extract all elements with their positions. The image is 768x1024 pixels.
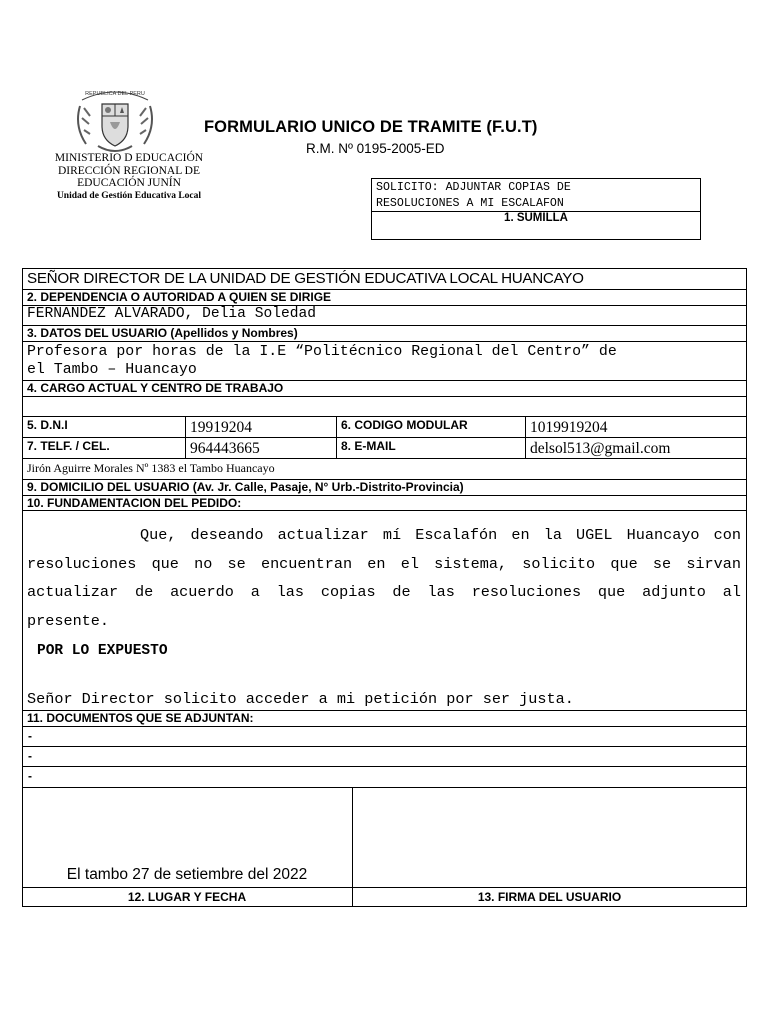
email-value: delsol513@gmail.com [530, 440, 671, 457]
divider [22, 510, 747, 511]
phone-value: 964443665 [190, 440, 260, 457]
signature-area [353, 788, 746, 886]
divider [185, 416, 186, 458]
position-line-2: el Tambo – Huancayo [27, 362, 197, 378]
divider [525, 416, 526, 458]
modular-code-value: 1019919204 [530, 419, 608, 436]
email-label: 8. E-MAIL [341, 439, 396, 453]
divider [336, 416, 337, 458]
sumilla-line-1: SOLICITO: ADJUNTAR COPIAS DE [376, 181, 571, 194]
sumilla-line-2: RESOLUCIONES A MI ESCALAFON [376, 196, 564, 210]
section-13-label: 13. FIRMA DEL USUARIO [477, 890, 622, 904]
section-3-label: 3. DATOS DEL USUARIO (Apellidos y Nombres) [27, 326, 298, 340]
justification-text: Que, deseando actualizar mí Escalafón en la UGEL Huancayo con resoluciones que no se encuentran en el sistema, solicito que se sirvan actualizar de acuerdo a las copias de las resoluciones que adjunto al presente. [27, 526, 751, 631]
user-name-value: FERNANDEZ ALVARADO, Delia Soledad [27, 306, 317, 322]
form-subtitle: R.M. Nº 0195-2005-ED [306, 141, 445, 156]
addressee-text: SEÑOR DIRECTOR DE LA UNIDAD DE GESTIÓN EDUCATIVA LOCAL HUANCAYO [27, 270, 584, 287]
modular-code-label: 6. CODIGO MODULAR [341, 418, 468, 432]
document-item: - [28, 749, 32, 763]
divider [22, 416, 747, 417]
expuesto-text: POR LO EXPUESTO [37, 643, 168, 659]
sumilla-label: 1. SUMILLA [504, 212, 568, 224]
section-4-label: 4. CARGO ACTUAL Y CENTRO DE TRABAJO [27, 381, 284, 395]
section-2-label: 2. DEPENDENCIA O AUTORIDAD A QUIEN SE DIRIGE [27, 290, 332, 304]
position-value [27, 343, 617, 379]
form-title: FORMULARIO UNICO DE TRAMITE (F.U.T) [204, 118, 538, 136]
dni-label: 5. D.N.I [27, 418, 68, 432]
section-9-label: 9. DOMICILIO DEL USUARIO (Av. Jr. Calle, Pasaje, N° Urb.-Distrito-Provincia) [27, 480, 464, 494]
seal-text: REPUBLICA DEL PERU [85, 91, 145, 97]
ministry-line: DIRECCIÓN REGIONAL DE [57, 164, 201, 177]
dni-value: 19919204 [190, 419, 252, 436]
address-value: Jirón Aguirre Morales Nº 1383 el Tambo Huancayo [27, 461, 275, 475]
document-item: - [28, 769, 32, 783]
ugel-line: Unidad de Gestión Educativa Local [56, 190, 202, 201]
ministry-block [40, 152, 218, 202]
document-item: - [28, 729, 32, 743]
section-12-label: 12. LUGAR Y FECHA [127, 890, 247, 904]
ministry-line: EDUCACIÓN JUNÍN [77, 177, 181, 189]
divider [22, 437, 747, 438]
phone-label: 7. TELF. / CEL. [27, 439, 110, 453]
divider [22, 887, 747, 888]
closing-text: Señor Director solicito acceder a mi petición por ser justa. [27, 690, 574, 708]
divider [22, 458, 747, 459]
section-10-label: 10. FUNDAMENTACION DEL PEDIDO: [27, 496, 242, 510]
ministry-line: MINISTERIO D EDUCACIÓN [54, 152, 204, 164]
divider [22, 766, 747, 767]
divider [22, 396, 747, 397]
peru-coat-of-arms-icon [72, 86, 158, 154]
divider [22, 726, 747, 727]
sumilla-text [376, 180, 694, 211]
section-11-label: 11. DOCUMENTOS QUE SE ADJUNTAN: [27, 711, 254, 725]
divider [22, 746, 747, 747]
divider [22, 341, 747, 342]
place-date-value: El tambo 27 de setiembre del 2022 [66, 866, 308, 883]
position-line-1: Profesora por horas de la I.E “Politécnico Regional del Centro” de [27, 344, 617, 360]
